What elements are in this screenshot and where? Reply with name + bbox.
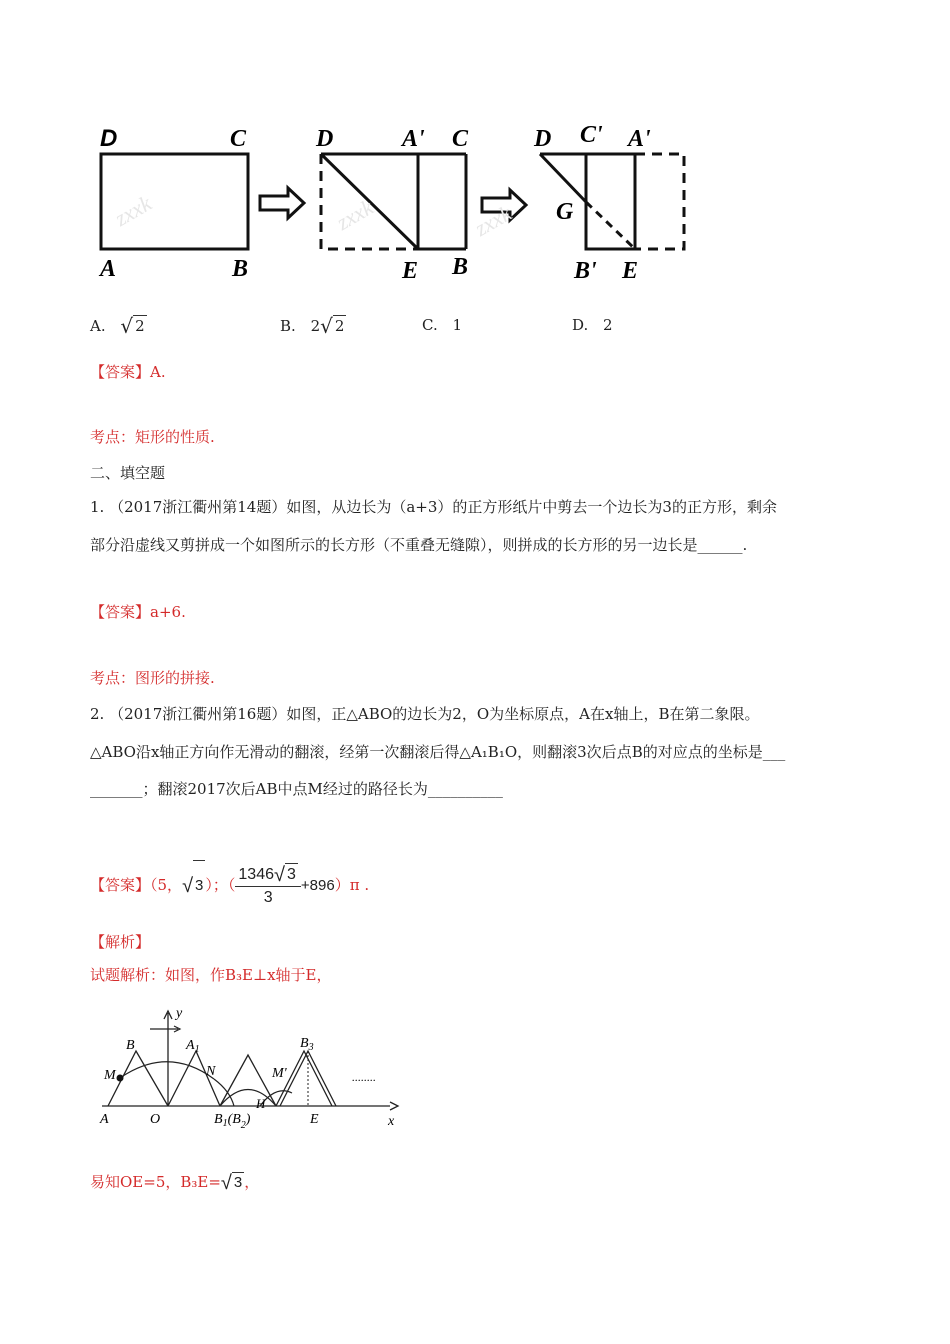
label-m-prime: M' xyxy=(272,1066,287,1081)
watermark-2: zxxk xyxy=(332,194,378,235)
label-m: M xyxy=(104,1068,116,1083)
section-heading: 二、填空题 xyxy=(90,464,166,482)
x-axis-arrow-icon xyxy=(390,1102,398,1110)
option-d-value: 2 xyxy=(603,316,613,334)
option-d xyxy=(572,315,613,335)
label-e: E xyxy=(310,1112,319,1127)
label-b2: B xyxy=(452,254,469,280)
label-a: A xyxy=(100,1112,109,1127)
label-a-prime2: A' xyxy=(628,126,651,152)
label-b1: $B_1(B_2)$ xyxy=(214,1112,251,1131)
label-a-prime: A' xyxy=(402,126,425,152)
option-c-value: 1 xyxy=(452,316,463,334)
question-1-line-1: 1. （2017浙江衢州第14题）如图，从边长为（a+3）的正方形纸片中剪去一个边长为3的正方形，剩余 xyxy=(90,498,777,516)
watermark-3: zxxk xyxy=(470,200,516,241)
label-b-prime: B' xyxy=(574,258,597,284)
answer-close: ）π . xyxy=(334,876,370,894)
question-2-line-3: _______；翻滚2017次后AB中点M经过的路径长为__________ xyxy=(90,780,503,798)
label-e: E xyxy=(402,258,419,284)
answer-tag: 【答案】 xyxy=(90,603,151,621)
label-a1: $A_1$ xyxy=(186,1038,200,1055)
answer-tag: 【答案】 xyxy=(90,876,151,894)
label-h: H xyxy=(256,1096,266,1111)
option-d-label: D. xyxy=(572,316,589,334)
fraction: $\frac{1346√ 3}{3}$ xyxy=(235,863,300,909)
answer-text: a+6. xyxy=(150,603,186,621)
answer-1 xyxy=(90,362,166,382)
jiexi-line: 试题解析：如图，作B₃E⊥x轴于E， xyxy=(90,966,332,984)
fold-ge-dashed xyxy=(586,202,635,249)
conclusion-text: 易知OE=5，B₃E= xyxy=(90,1173,221,1191)
answer-part1-open: （5， xyxy=(150,876,183,894)
arc-path-1 xyxy=(120,1062,214,1079)
conclusion xyxy=(90,1172,259,1193)
question-1-line-2: 部分沿虚线又剪拼成一个如图所示的长方形（不重叠无缝隙），则拼成的长方形的另一边长是______. xyxy=(90,536,748,554)
dashed-extension xyxy=(635,154,684,249)
answer-plus: +896 xyxy=(300,877,335,894)
arrow-icon xyxy=(260,188,304,218)
question-2-line-2: △ABO沿x轴正方向作无滑动的翻滚，经第一次翻滚后得△A₁B₁O，则翻滚3次后点B的对应点的坐标是___ xyxy=(90,743,786,761)
label-b3: $B_3$ xyxy=(300,1036,314,1053)
label-c2: C xyxy=(452,126,469,152)
rectangle-cprime xyxy=(586,154,635,249)
rolling-triangle-figure xyxy=(90,995,410,1135)
label-d3: D xyxy=(534,126,552,152)
label-n: N xyxy=(206,1064,216,1079)
option-b-coef: 2 xyxy=(310,317,321,335)
fold-line-de xyxy=(321,154,418,249)
label-y: y xyxy=(176,1006,183,1021)
watermark: zxxk xyxy=(110,190,156,231)
fold-dg xyxy=(540,154,586,202)
sqrt-2b: √ 2 xyxy=(320,314,345,338)
label-b: B xyxy=(232,256,249,282)
sqrt-3: √ 3 xyxy=(182,860,205,911)
option-b-label: B. xyxy=(280,317,296,335)
label-e3: E xyxy=(622,258,639,284)
option-a-label: A. xyxy=(90,317,106,335)
label-d: D xyxy=(100,125,118,152)
option-c-label: C. xyxy=(422,316,438,334)
question-2-line-1: 2. （2017浙江衢州第16题）如图，正△ABO的边长为2，O为坐标原点，A在x轴上，B在第二象限。 xyxy=(90,705,760,723)
label-d2: D xyxy=(316,126,334,152)
option-a xyxy=(90,315,147,336)
rectangle-folding-figure xyxy=(90,118,710,288)
label-c: C xyxy=(230,126,247,152)
kaodian-1: 考点：矩形的性质. xyxy=(90,428,215,446)
option-c xyxy=(422,315,462,335)
label-c-prime: C' xyxy=(580,122,603,148)
label-g: G xyxy=(556,199,574,225)
point-m xyxy=(117,1075,124,1082)
sqrt-3-conclusion: √ 3 xyxy=(220,1172,243,1194)
label-o: O xyxy=(150,1112,161,1127)
answer-part1-close: ）；（ xyxy=(205,876,236,894)
conclusion-end: ， xyxy=(244,1173,260,1191)
label-x: x xyxy=(388,1114,395,1129)
label-dots: ........ xyxy=(352,1070,376,1084)
answer-text: A. xyxy=(150,363,166,381)
sqrt-2: √ 2 xyxy=(120,314,145,338)
answer-2 xyxy=(90,602,186,622)
answer-tag: 【答案】 xyxy=(90,363,151,381)
kaodian-2: 考点：图形的拼接. xyxy=(90,669,215,687)
answer-3 xyxy=(90,860,369,910)
label-b: B xyxy=(126,1038,135,1053)
jiexi-tag: 【解析】 xyxy=(90,933,151,951)
label-a: A xyxy=(100,256,117,282)
option-b xyxy=(280,315,346,336)
